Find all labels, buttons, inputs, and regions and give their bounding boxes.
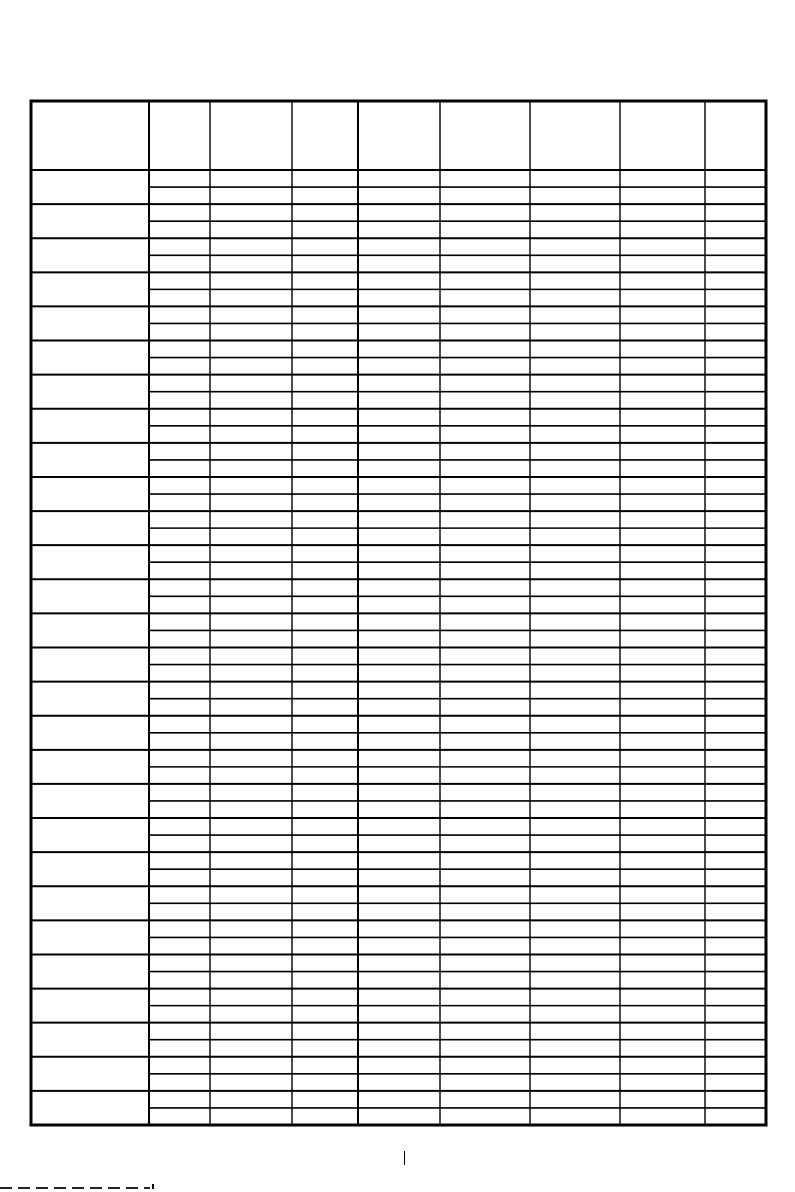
- page-marker: [404, 1151, 405, 1165]
- grid-lines: [31, 101, 766, 1125]
- scan-tick-mark: [152, 1184, 154, 1189]
- scan-edge-artifact: [0, 1187, 150, 1189]
